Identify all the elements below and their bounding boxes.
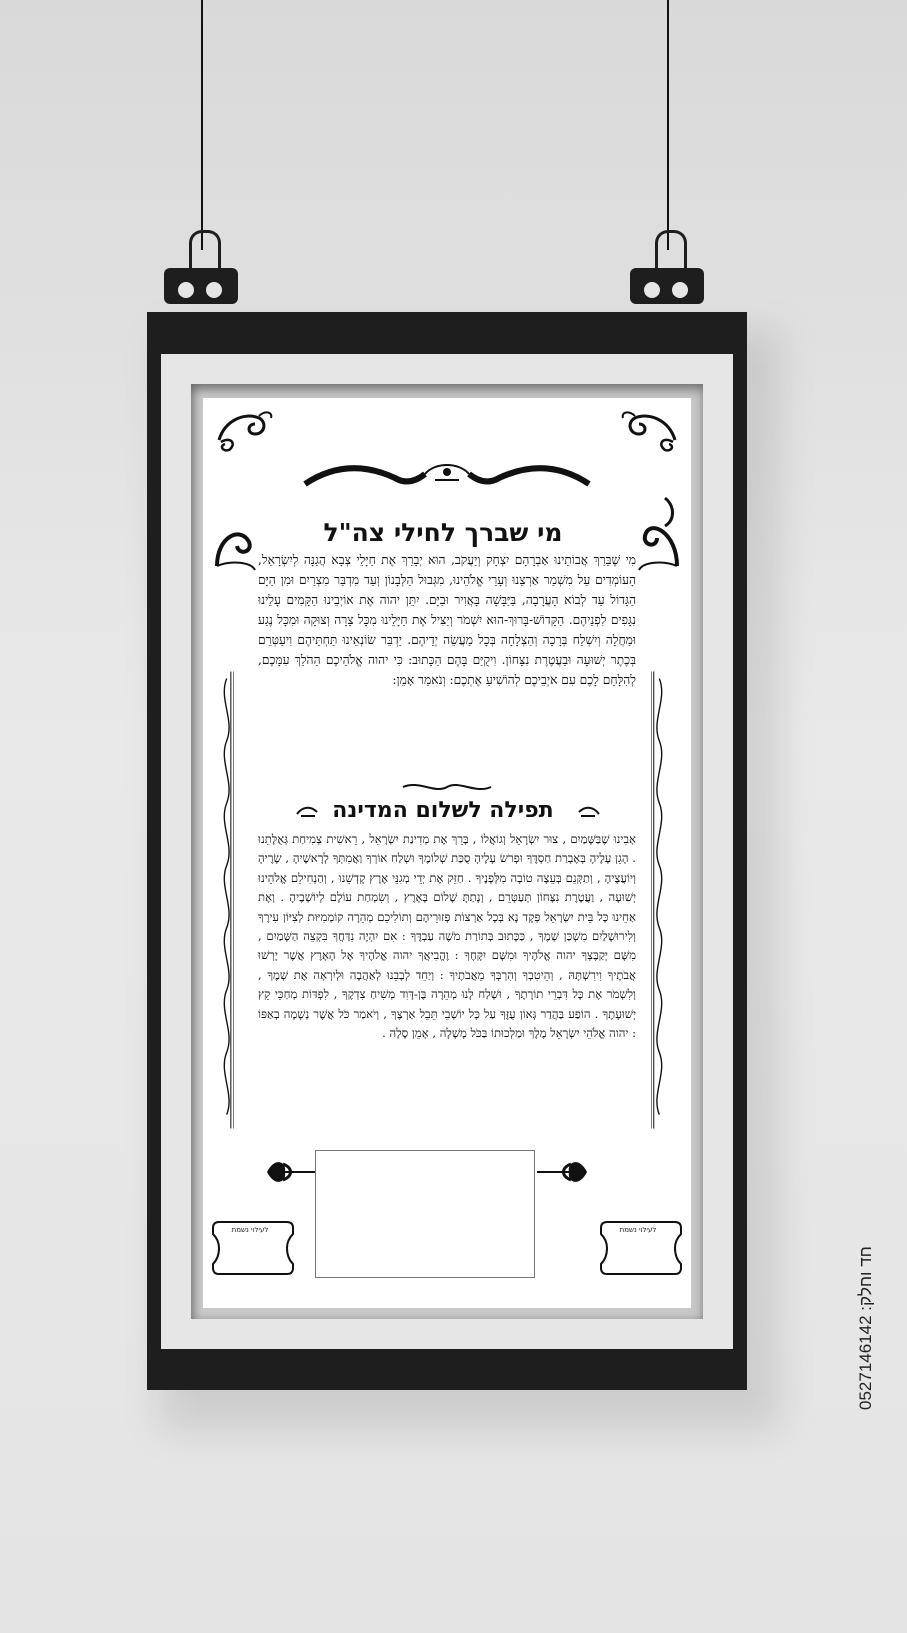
photo-placeholder <box>315 1150 535 1278</box>
hanging-wire-right <box>667 0 669 250</box>
vertical-contact-text: חד וחלק: 0527146142 <box>856 1246 875 1410</box>
title-flourish-right <box>577 804 601 818</box>
scroll-ornament-left <box>211 516 259 572</box>
title-flourish-left <box>295 804 319 818</box>
title-state-prayer: תפילה לשלום המדינה <box>332 798 554 823</box>
memorial-plaque-left <box>211 1218 295 1276</box>
hanging-wire-left <box>201 0 203 250</box>
picture-frame <box>147 312 747 1390</box>
hanger-clip-right <box>630 268 704 304</box>
fleur-de-lis-right <box>535 1154 591 1190</box>
memorial-label-left: לעילוי נשמת <box>231 1226 269 1234</box>
side-border-left <box>217 570 235 1230</box>
mat-inner <box>191 384 703 1319</box>
prayer-poster <box>203 398 691 1308</box>
scroll-ornament-right <box>635 492 683 572</box>
soldiers-prayer-text: מִי שֶׁבֵּרַךְ אֲבוֹתֵינוּ אַבְרָהָם יִצְחָק וְיַעֲקֹב, הוּא יְבָרֵךְ אֶת חַיָּלֵי צְבָא הֲגַנָּה לְיִשְׂרָאֵל, הָעוֹמְדִים עַל מִשְׁמַר אַרְצֵנוּ וְעָרֵי אֱלֹהֵינוּ, מִגְּבוּל הַלְּבָנוֹן וְעַד מִדְבַּר מִצְרַיִם וּמִן הַיָּם הַגָּדוֹל עַד לְבוֹא הָעֲרָבָה, בַּיַּבָּשָׁה בָּאֲוִיר וּבַיָּם. יִתֵּן יהוה אֶת אוֹיְבֵינוּ הַקָּמִים עָלֵינוּ נִגָּפִים לִפְנֵיהֶם. הַקָּדוֹשׁ-בָּרוּךְ-הוּא יִשְׁמֹר וְיַצִּיל אֶת חַיָּלֵינוּ מִכָּל צָרָה וְצוּקָה וּמִכָּל נֶגַע וּמַחֲלָה וְיִשְׁלַח בְּרָכָה וְהַצְלָחָה בְּכָל מַעֲשֵׂה יְדֵיהֶם. יַדְבֵּר שׂוֹנְאֵינוּ תַּחְתֵּיהֶם וִיעַטְּרֵם בְּכֶתֶר יְשׁוּעָה וּבַעֲטֶרֶת נִצָּחוֹן. וִיקֻיַּם בָּהֶם הַכָּתוּב: כִּי יהוה אֱלֹהֵיכֶם הַהֹלֵךְ עִמָּכֶם, לְהִלָּחֵם לָכֶם עִם אֹיְבֵיכֶם לְהוֹשִׁיעַ אֶתְכֶם: וְנֹאמַר אָמֵן: <box>258 553 636 687</box>
state-prayer-text: אָבִינוּ שֶׁבַּשָּׁמַיִם , צוּר יִשְׂרָאֵל וְגוֹאֲלוֹ , בָּרֵךְ אֶת מְדִינַת יִשְׂרָאֵל , רֵאשִׁית צְמִיחַת גְּאֻלָּתֵנוּ . הָגֵן עָלֶיהָ בְּאֶבְרַת חַסְדֶּךָ וּפְרֹשׂ עָלֶיהָ סֻכַּת שְׁלוֹמֶךָ וּשְׁלַח אוֹרְךָ וַאֲמִתְּךָ לְרָאשֶׁיהָ , שָׂרֶיהָ וְיוֹעֲצֶיהָ , וְתַקְּנֵם בְּעֵצָה טוֹבָה מִלְּפָנֶיךָ . חַזֵּק אֶת יְדֵי מְגִנֵּי אֶרֶץ קָדְשֵׁנוּ , וְהַנְחִילֵם אֱלֹהֵינוּ יְשׁוּעָה , וַעֲטֶרֶת נִצָּחוֹן תְּעַטְּרֵם , וְנָתַתָּ שָׁלוֹם בָּאָרֶץ , וְשִׂמְחַת עוֹלָם לְיוֹשְׁבֶיהָ . וְאֶת אַחֵינוּ כָּל בֵּית יִשְׂרָאֵל פְּקָד נָא בְּכָל אַרְצוֹת פְּזוּרֵיהֶם וְתוֹלִיכֵם מְהֵרָה קוֹמְמִיּוּת לְצִיּוֹן עִירֶךָ וְלִירוּשָׁלַיִם מִשְׁכַּן שְׁמֶךָ , כַּכָּתוּב בְּתוֹרַת מֹשֶׁה עַבְדֶּךָ : אִם יִהְיֶה נִדַּחֲךָ בִּקְצֵה הַשָּׁמַיִם , מִשָּׁם יְקַבֶּצְךָ יהוה אֱלֹהֶיךָ וּמִשָּׁם יִקָּחֶךָ : וֶהֱבִיאֲךָ יהוה אֱלֹהֶיךָ אֶל הָאָרֶץ אֲשֶׁר יָרְשׁוּ אֲבֹתֶיךָ וִירִשְׁתָּהּ , וְהֵיטִבְךָ וְהִרְבְּךָ מֵאֲבֹתֶיךָ : וְיַחֵד לְבָבֵנוּ לְאַהֲבָה וּלְיִרְאָה אֶת שְׁמֶךָ , וְלִשְׁמֹר אֶת כָּל דִּבְרֵי תוֹרָתֶךָ , וּשְׁלַח לָנוּ מְהֵרָה בֶּן-דָּוִד מְשִׁיחַ צִדְקֶךָ , לִפְדּוֹת מְחַכֵּי קֵץ יְשׁוּעָתֶךָ . הוֹפַע בַּהֲדַר גְּאוֹן עֻזֶּךָ עַל כָּל יוֹשְׁבֵי תֵּבֵל אַרְצֶךָ , וְיֹאמַר כֹּל אֲשֶׁר נְשָׁמָה בְאַפּוֹ : יהוה אֱלֹהֵי יִשְׂרָאֵל מֶלֶךְ וּמַלְכוּתוֹ בַּכֹּל מָשָׁלָה , אָמֵן סֶלָה . <box>258 832 636 1041</box>
corner-ornament-left <box>215 406 275 452</box>
memorial-plaque-right <box>599 1218 683 1276</box>
frame-mat <box>161 354 733 1349</box>
side-border-right <box>651 570 669 1230</box>
corner-ornament-right <box>619 406 679 452</box>
top-center-ornament <box>295 458 599 492</box>
fleur-de-lis-left <box>263 1154 319 1190</box>
hanger-clip-left <box>164 268 238 304</box>
memorial-label-right: לעילוי נשמת <box>619 1226 657 1234</box>
title-soldiers-prayer: מי שברך לחילי צה"ל <box>323 518 563 547</box>
section-divider-ornament <box>399 780 495 794</box>
